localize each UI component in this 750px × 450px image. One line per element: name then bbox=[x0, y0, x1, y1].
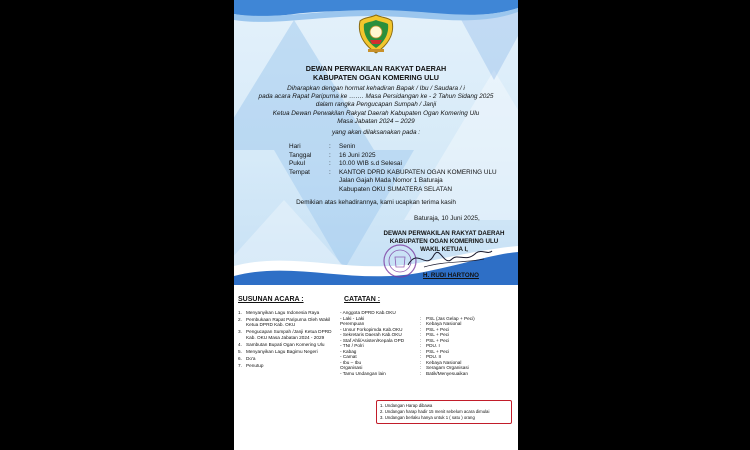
signatory-name: H. RUDI HARTONO bbox=[423, 272, 479, 279]
invite-line-1: Diharapkan dengan hormat kehadiran Bapak / Ibu / Saudara / i bbox=[287, 85, 465, 92]
note-3: 3. Undangan berlaku hanya untuk 1 ( satu ) orang bbox=[380, 415, 475, 420]
closing-text: Demikian atas kehadirannya, kami ucapkan terima kasih bbox=[296, 199, 456, 206]
note-2: 2. Undangan harap hadir 15 menit sebelum acara dimulai bbox=[380, 409, 490, 414]
acara-item: 6. Do'a bbox=[238, 355, 256, 361]
acara-item: 2. Pembukaan Rapat Paripurna Oleh Wakil Ketua DPRD Kab. OKU bbox=[238, 316, 331, 328]
catatan-item: - Laki - Laki : PSL (Jas Gelap + Peci) bbox=[340, 315, 475, 321]
acara-item: 7. Penutup bbox=[238, 362, 264, 368]
catatan-item: - Tamu Undangan lain : Batik/Menyesuaikan bbox=[340, 370, 468, 376]
tanggal-sep: : bbox=[329, 152, 331, 159]
catatan-item: - Anggota DPRD Kab.OKU bbox=[340, 310, 396, 315]
signature-role: WAKIL KETUA I, bbox=[420, 246, 468, 253]
invite-line-3: dalam rangka Pengucapan Sumpah / Janji bbox=[315, 101, 437, 108]
pukul-value: 10.00 WIB s.d Selesai bbox=[339, 160, 402, 167]
invite-line-5: Masa Jabatan 2024 – 2029 bbox=[337, 118, 415, 125]
susunan-acara-list bbox=[238, 310, 336, 369]
pukul-sep: : bbox=[329, 160, 331, 167]
catatan-item: - Ibu – Ibu : Kebaya Nasional bbox=[340, 359, 462, 365]
hari-sep: : bbox=[329, 143, 331, 150]
acara-item: 5. Menyanyikan Lagu Bagimu Negeri bbox=[238, 348, 318, 354]
invite-line-6: yang akan dilaksanakan pada : bbox=[331, 129, 421, 136]
detail-row-hari bbox=[289, 143, 355, 150]
catatan-item: - Kabag : PSL + Peci bbox=[340, 348, 450, 354]
catatan-item: Organisasi : Seragam Organisasi bbox=[340, 365, 469, 370]
invite-line-4: Ketua Dewan Perwakilan Rakyat Daerah Kabupaten Ogan Komering Ulu bbox=[272, 110, 480, 117]
hari-label: Hari bbox=[289, 143, 301, 150]
signature-org-2: KABUPATEN OGAN KOMERING ULU bbox=[389, 238, 499, 245]
invite-line-2: pada acara Rapat Paripurna ke ……. Masa Persidangan ke - 2 Tahun Sidang 2025 bbox=[258, 93, 494, 100]
tempat-sep: : bbox=[329, 169, 331, 176]
catatan-list bbox=[340, 310, 516, 376]
catatan-item: - Unsur Forkopimda Kab.OKU : PSL + Peci bbox=[340, 326, 450, 332]
tempat-value-1: KANTOR DPRD KABUPATEN OGAN KOMERING ULU bbox=[339, 169, 497, 176]
bottom-section bbox=[234, 288, 518, 450]
pukul-label: Pukul bbox=[289, 160, 305, 167]
invitation-card bbox=[234, 0, 518, 450]
tempat-value-3: Kabupaten OKU SUMATERA SELATAN bbox=[339, 186, 452, 193]
catatan-title: CATATAN : bbox=[344, 296, 381, 303]
acara-item: 3. Pengucapan Sumpah /Janji Ketua DPRD Kab. OKU Masa Jabatan 2024 - 2029 bbox=[238, 329, 332, 340]
acara-item: 1. Menyanyikan Lagu Indonesia Raya bbox=[238, 310, 320, 315]
tanggal-label: Tanggal bbox=[289, 152, 312, 159]
signature-org-1: DEWAN PERWAKILAN RAKYAT DAERAH bbox=[383, 230, 505, 237]
handwritten-signature bbox=[404, 245, 494, 273]
catatan-item: - TNI / Polri : PDU. I bbox=[340, 343, 440, 348]
catatan-item: - Sekretaris Daerah Kab.OKU : PSL + Peci bbox=[340, 332, 450, 337]
hari-value: Senin bbox=[339, 143, 356, 150]
catatan-item: Perempuan : Kebaya Nasional bbox=[340, 321, 462, 326]
detail-row-pukul bbox=[289, 160, 402, 167]
catatan-item: - Staf Ahli/Asisten/Kepala OPD : PSL + Peci bbox=[340, 337, 450, 343]
notes-box bbox=[376, 400, 512, 424]
tanggal-value: 16 Juni 2025 bbox=[339, 152, 376, 159]
detail-row-tempat bbox=[289, 169, 497, 176]
tempat-value-2: Jalan Gajah Mada Nomor 1 Baturaja bbox=[339, 177, 443, 184]
acara-item: 4. Sambutan Bupati Ogan Komering Ulu bbox=[238, 341, 325, 347]
catatan-item: - Camat : PDU. II bbox=[340, 354, 442, 359]
note-1: 1. Undangan Harap dibawa bbox=[380, 403, 433, 408]
place-date: Baturaja, 10 Juni 2025, bbox=[414, 215, 480, 222]
tempat-label: Tempat bbox=[289, 169, 310, 176]
detail-row-tanggal bbox=[289, 152, 376, 159]
title-line-2: KABUPATEN OGAN KOMERING ULU bbox=[313, 73, 439, 82]
susunan-title: SUSUNAN ACARA : bbox=[238, 296, 304, 303]
title-line-1: DEWAN PERWAKILAN RAKYAT DAERAH bbox=[305, 64, 447, 73]
dprd-emblem-logo bbox=[354, 12, 398, 56]
